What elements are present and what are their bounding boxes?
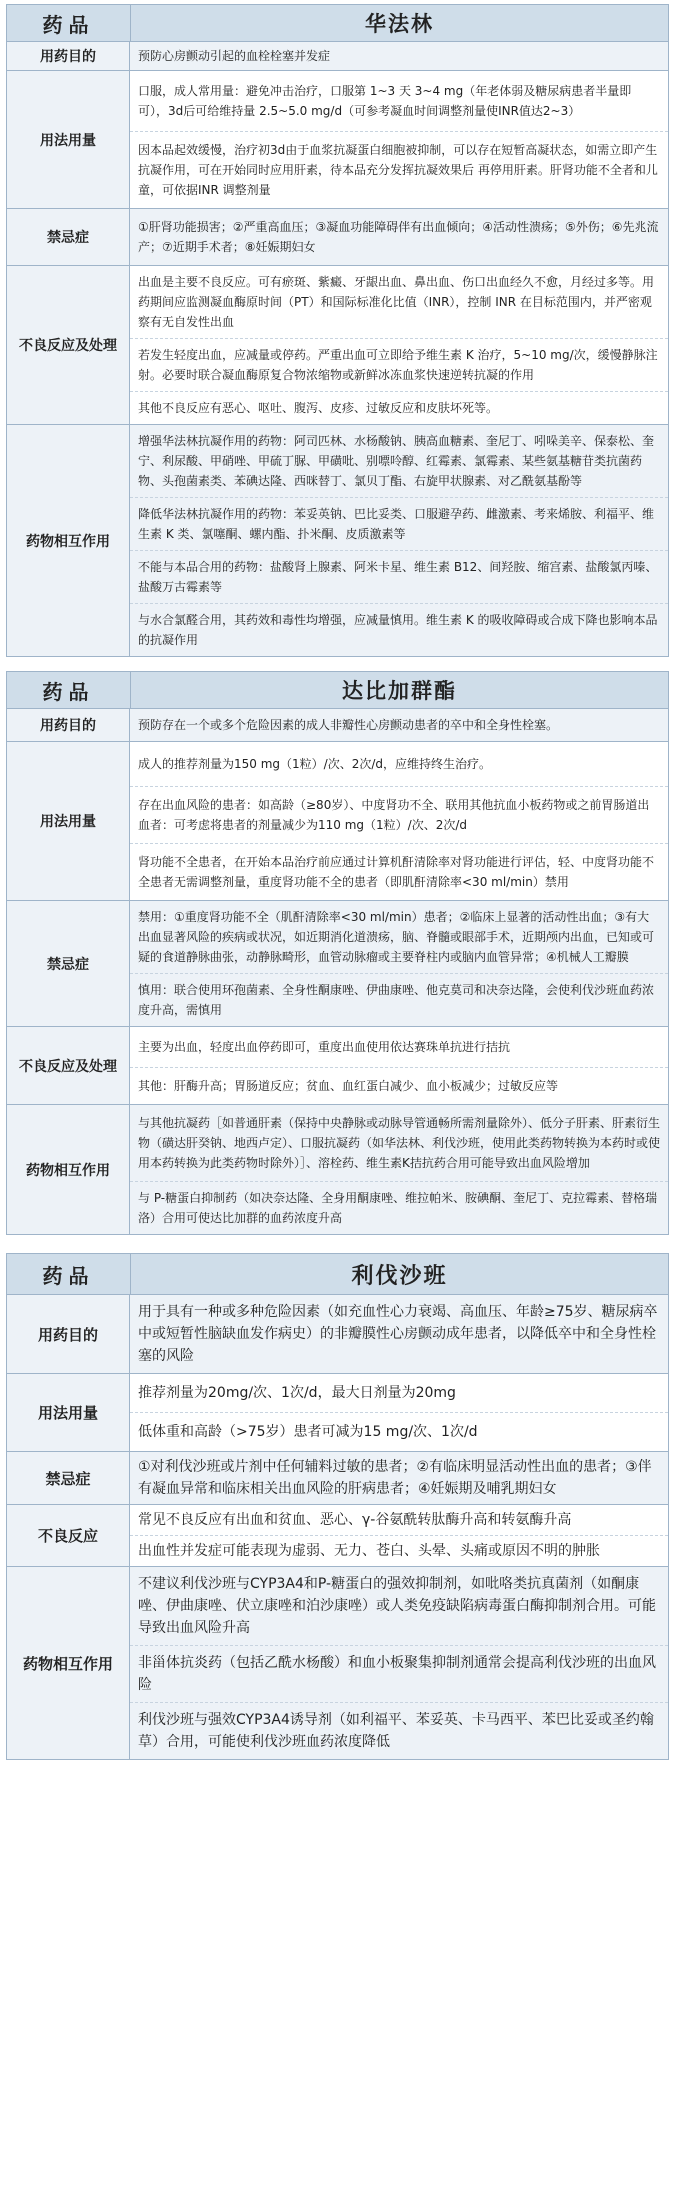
row-text: 出血性并发症可能表现为虚弱、无力、苍白、头晕、头痛或原因不明的肿胀 [138,1543,600,1559]
row-label: 禁忌症 [7,1452,130,1504]
row-contraindications [7,209,668,266]
row-text: 口服，成人常用量：避免冲击治疗，口服第 1~3 天 3~4 mg（年老体弱及糖尿病患者半量即可），3d后可给维持量 2.5~5.0 mg/d（可参考凝血时间调整剂量使INR值达2~3） [130,71,668,132]
drug-name: 利伐沙班 [351,1263,448,1289]
row-text: 低体重和高龄（>75岁）患者可减为15 mg/次、1次/d [138,1424,478,1440]
row-dosage [7,71,668,209]
row-contraindications [7,1452,668,1505]
row-contraindications [7,901,668,1027]
row-label: 用法用量 [7,742,130,900]
row-text: 禁用：①重度肾功能不全（肌酐清除率<30 ml/min）患者；②临床上显著的活动性出血；③有大出血显著风险的疾病或状况，如近期消化道溃疡，脑、脊髓或眼部手术，近期颅内出血，已知或可疑的食道静脉曲张，动静脉畸形，血管动脉瘤或主要脊柱内或脑内血管异常；④机械人工瓣膜 [130,901,668,974]
row-label: 禁忌症 [7,901,130,1026]
row-text: 增强华法林抗凝作用的药物：阿司匹林、水杨酸钠、胰高血糖素、奎尼丁、吲哚美辛、保泰松、奎宁、利尿酸、甲硝唑、甲硫丁脲、甲磺吡、别嘌呤醇、红霉素、氯霉素、某些氨基糖苷类抗菌药物、头孢菌素类、苯碘达隆、西咪替丁、氯贝丁酯、右旋甲状腺素、对乙酰氨基酚等 [130,425,668,498]
row-text: 推荐剂量为20mg/次、1次/d，最大日剂量为20mg [130,1374,668,1413]
row-text: 其他：肝酶升高；胃肠道反应；贫血、血红蛋白减少、血小板减少；过敏反应等 [138,1079,559,1093]
row-interactions [7,1105,668,1234]
drug-table-warfarin [6,4,669,657]
header-label: 药品 [7,672,131,708]
row-text: ①对利伐沙班或片剂中任何辅料过敏的患者；②有临床明显活动性出血的患者；③伴有凝血异常和临床相关出血风险的肝病患者；④妊娠期及哺乳期妇女 [138,1459,652,1497]
row-text: 利伐沙班与强效CYP3A4诱导剂（如利福平、苯妥英、卡马西平、苯巴比妥或圣约翰草）合用，可能使利伐沙班血药浓度降低 [138,1712,654,1750]
row-label: 禁忌症 [7,209,130,265]
row-label: 药物相互作用 [7,425,130,656]
row-text: 与 P-糖蛋白抑制药（如决奈达隆、全身用酮康唑、维拉帕米、胺碘酮、奎尼丁、克拉霉素、替格瑞洛）合用可使达比加群的血药浓度升高 [138,1191,658,1225]
row-text: 存在出血风险的患者：如高龄（≥80岁）、中度肾功不全、联用其他抗血小板药物或之前胃肠道出血者：可考虑将患者的剂量减少为110 mg（1粒）/次、2次/d [130,787,668,844]
row-label: 不良反应 [7,1505,130,1566]
row-text: 与水合氯醛合用，其药效和毒性均增强，应减量慎用。维生素 K 的吸收障碍或合成下降也影响本品的抗凝作用 [138,613,658,647]
row-interactions [7,425,668,656]
row-text: 肾功能不全患者，在开始本品治疗前应通过计算机酐清除率对肾功能进行评估，轻、中度肾功能不全患者无需调整剂量，重度肾功能不全的患者（即肌酐清除率<30 ml/min）禁用 [138,855,655,889]
row-text: 出血是主要不良反应。可有瘀斑、紫癜、牙龈出血、鼻出血、伤口出血经久不愈，月经过多等。用药期间应监测凝血酶原时间（PT）和国际标准化比值（INR），控制 INR 在目标范围内，并严密观察有无自发性出血 [130,266,668,339]
row-adverse-reactions [7,266,668,425]
row-text: 与其他抗凝药［如普通肝素（保持中央静脉或动脉导管通畅所需剂量除外）、低分子肝素、肝素衍生物（磺达肝癸钠、地西卢定）、口服抗凝药（如华法林、利伐沙班，使用此类药物转换为本药时或使用本药转换为此类药物时除外）］、溶栓药、维生素K拮抗药合用可能导致出血风险增加 [130,1105,668,1182]
row-text: 若发生轻度出血，应减量或停药。严重出血可立即给予维生素 K 治疗，5~10 mg/次，缓慢静脉注射。必要时联合凝血酶原复合物浓缩物或新鲜冰冻血浆快速逆转抗凝的作用 [130,339,668,392]
row-text: 降低华法林抗凝作用的药物：苯妥英钠、巴比妥类、口服避孕药、雌激素、考来烯胺、利福平、维生素 K 类、氯噻酮、螺内酯、扑米酮、皮质激素等 [130,498,668,551]
row-label: 药物相互作用 [7,1567,130,1759]
row-dosage [7,742,668,901]
row-label: 用药目的 [7,709,130,741]
row-purpose [7,1295,668,1374]
row-label: 用法用量 [7,71,130,208]
header-label: 药品 [7,1254,131,1294]
drug-table-dabigatran [6,671,669,1235]
row-text: 主要为出血，轻度出血停药即可，重度出血使用依达赛珠单抗进行拮抗 [130,1027,668,1068]
row-label: 不良反应及处理 [7,1027,130,1104]
row-text: ①肝肾功能损害；②严重高血压；③凝血功能障碍伴有出血倾向；④活动性溃疡；⑤外伤；⑥先兆流产；⑦近期手术者；⑧妊娠期妇女 [138,220,659,254]
row-adverse-reactions [7,1505,668,1567]
row-text: 不建议利伐沙班与CYP3A4和P-糖蛋白的强效抑制剂，如吡咯类抗真菌剂（如酮康唑、伊曲康唑、伏立康唑和泊沙康唑）或人类免疫缺陷病毒蛋白酶抑制剂合用。可能导致出血风险升高 [130,1567,668,1646]
row-interactions [7,1567,668,1759]
row-text: 常见不良反应有出血和贫血、恶心、γ-谷氨酰转肽酶升高和转氨酶升高 [130,1505,668,1536]
row-purpose [7,42,668,71]
table-header [7,672,668,709]
row-purpose [7,709,668,742]
table-header [7,5,668,42]
drug-name: 华法林 [365,12,434,36]
row-text: 不能与本品合用的药物：盐酸肾上腺素、阿米卡星、维生素 B12、间羟胺、缩宫素、盐酸氯丙嗪、盐酸万古霉素等 [130,551,668,604]
row-adverse-reactions [7,1027,668,1105]
row-text: 其他不良反应有恶心、呕吐、腹泻、皮疹、过敏反应和皮肤坏死等。 [138,401,499,415]
row-label: 药物相互作用 [7,1105,130,1234]
table-header [7,1254,668,1295]
row-label: 用法用量 [7,1374,130,1451]
row-text: 成人的推荐剂量为150 mg（1粒）/次、2次/d，应维持终生治疗。 [130,742,668,787]
row-text: 用于具有一种或多种危险因素（如充血性心力衰竭、高血压、年龄≥75岁、糖尿病卒中或短暂性脑缺血发作病史）的非瓣膜性心房颤动成年患者，以降低卒中和全身性栓塞的风险 [138,1304,658,1364]
row-text: 慎用：联合使用环孢菌素、全身性酮康唑、伊曲康唑、他克莫司和决奈达隆，会使利伐沙班血药浓度升高，需慎用 [138,983,655,1017]
header-label: 药品 [7,5,131,41]
row-label: 用药目的 [7,1295,130,1373]
row-dosage [7,1374,668,1452]
row-label: 不良反应及处理 [7,266,130,424]
row-text: 非甾体抗炎药（包括乙酰水杨酸）和血小板聚集抑制剂通常会提高利伐沙班的出血风险 [130,1646,668,1703]
row-text: 因本品起效缓慢，治疗初3d由于血浆抗凝蛋白细胞被抑制，可以存在短暂高凝状态，如需立即产生抗凝作用，可在开始同时应用肝素，待本品充分发挥抗凝效果后 再停用肝素。肝肾功能不全者和儿童，可依据INR 调整剂量 [138,143,658,197]
row-text: 预防存在一个或多个危险因素的成人非瓣性心房颤动患者的卒中和全身性栓塞。 [138,718,559,732]
row-text: 预防心房颤动引起的血栓栓塞并发症 [138,49,331,63]
drug-name: 达比加群酯 [342,679,457,703]
row-label: 用药目的 [7,42,130,70]
drug-table-rivaroxaban [6,1253,669,1760]
